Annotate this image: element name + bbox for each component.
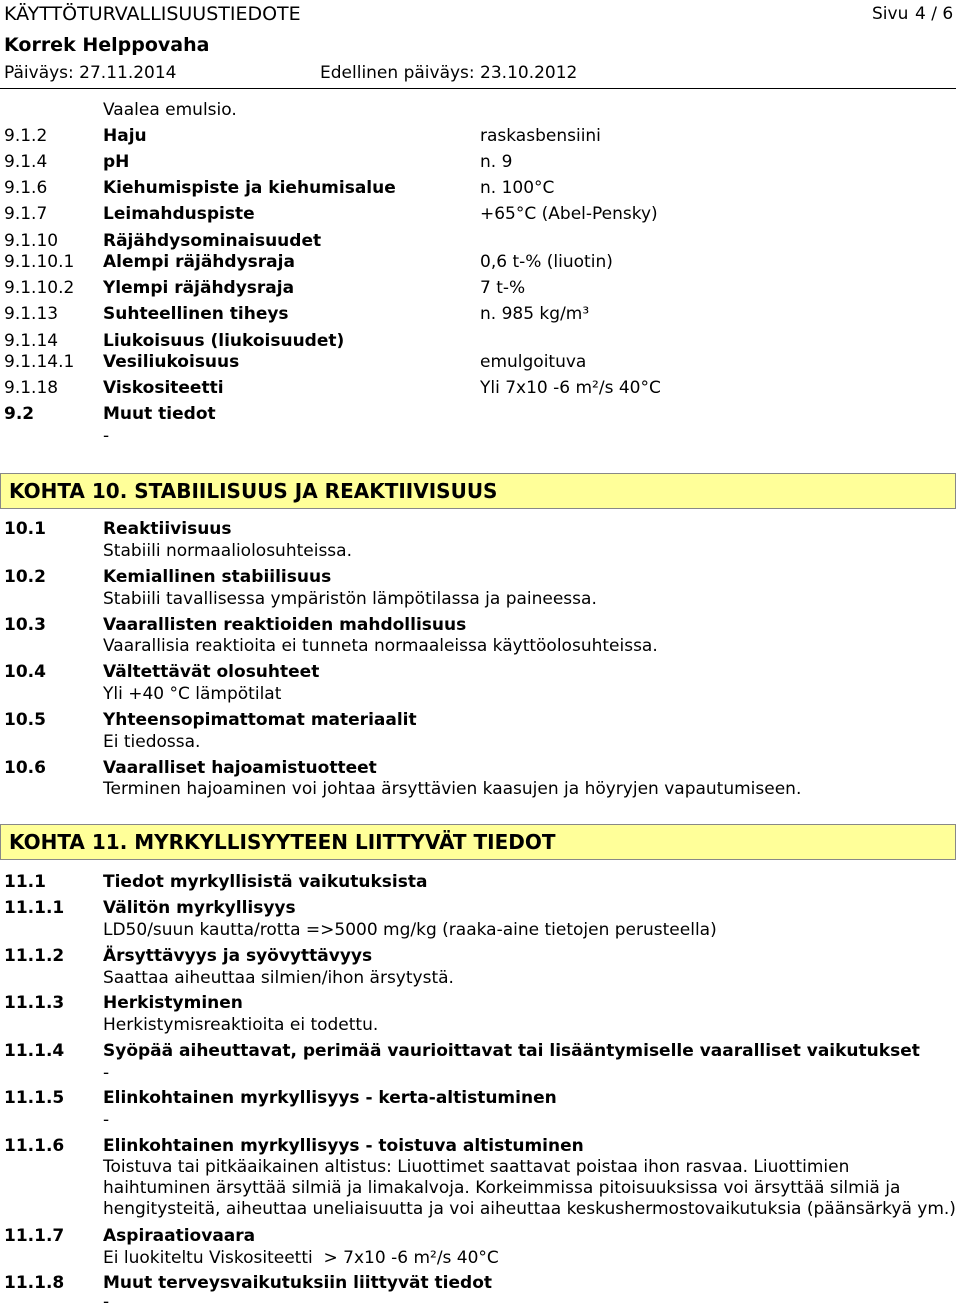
property-number: 9.1.10 [4, 231, 59, 251]
item-label: Yhteensopimattomat materiaalit [103, 710, 417, 730]
item-label: Elinkohtainen myrkyllisyys - toistuva altistuminen [103, 1136, 584, 1156]
item-text: Ei tiedossa. [103, 732, 201, 752]
property-label: Viskositeetti [103, 378, 224, 398]
property-number: 9.1.10.1 [4, 252, 75, 272]
item-number: 11.1.5 [4, 1088, 65, 1108]
other-info-value: - [103, 426, 110, 446]
item-label: Muut terveysvaikutuksiin liittyvät tiedot [103, 1273, 493, 1293]
item-number: 11.1.8 [4, 1273, 65, 1293]
property-value: 0,6 t-% (liuotin) [480, 252, 613, 272]
item-text: - [103, 1292, 110, 1312]
item-label: Vaarallisten reaktioiden mahdollisuus [103, 615, 467, 635]
property-label: Kiehumispiste ja kiehumisalue [103, 178, 396, 198]
property-label: Liukoisuus (liukoisuudet) [103, 331, 345, 351]
item-number: 11.1.4 [4, 1041, 65, 1061]
item-text: Terminen hajoaminen voi johtaa ärsyttävien kaasujen ja höyryjen vapautumiseen. [103, 779, 802, 799]
document-title: KÄYTTÖTURVALLISUUSTIEDOTE [4, 3, 301, 25]
item-label: Herkistyminen [103, 993, 243, 1013]
item-label: Vältettävät olosuhteet [103, 662, 320, 682]
item-label: Välitön myrkyllisyys [103, 898, 296, 918]
item-label: Kemiallinen stabiilisuus [103, 567, 332, 587]
item-number: 10.5 [4, 710, 46, 730]
property-label: Vesiliukoisuus [103, 352, 240, 372]
item-number: 11.1.2 [4, 946, 65, 966]
item-text: Stabiili tavallisessa ympäristön lämpötilassa ja paineessa. [103, 589, 597, 609]
appearance-value: Vaalea emulsio. [103, 100, 237, 120]
item-number: 11.1.7 [4, 1226, 65, 1246]
property-number: 9.2 [4, 404, 35, 424]
item-text: - [103, 1063, 110, 1083]
item-text: LD50/suun kautta/rotta =>5000 mg/kg (raaka-aine tietojen perusteella) [103, 920, 717, 940]
item-text: Toistuva tai pitkäaikainen altistus: Liuottimet saattavat poistaa ihon rasvaa. Liuottimien haihtuminen ärsyttää silmiä ja limakalvoja. Korkeimmissa pitoisuuksissa voi ärsyttää silmiä ja hengitysteitä, aiheuttaa uneliaisuutta ja voi aiheuttaa keskushermostovaikutuksia (päänsärkyä ym.) [103, 1157, 956, 1219]
property-number: 9.1.2 [4, 126, 48, 146]
property-value: emulgoituva [480, 352, 587, 372]
page-number: 4 / 6 [915, 4, 954, 24]
item-label: Elinkohtainen myrkyllisyys - kerta-altistuminen [103, 1088, 557, 1108]
item-label: Reaktiivisuus [103, 519, 232, 539]
property-number: 9.1.14.1 [4, 352, 75, 372]
property-label: Räjähdysominaisuudet [103, 231, 322, 251]
property-label: Haju [103, 126, 147, 146]
property-value: +65°C (Abel-Pensky) [480, 204, 658, 224]
item-number: 10.2 [4, 567, 46, 587]
property-label: Ylempi räjähdysraja [103, 278, 295, 298]
property-number: 9.1.13 [4, 304, 59, 324]
property-value: raskasbensiini [480, 126, 601, 146]
property-value: 7 t-% [480, 278, 526, 298]
property-number: 9.1.18 [4, 378, 59, 398]
item-number: 10.1 [4, 519, 46, 539]
property-label: pH [103, 152, 130, 172]
property-label: Leimahduspiste [103, 204, 255, 224]
property-number: 9.1.6 [4, 178, 48, 198]
item-text: Saattaa aiheuttaa silmien/ihon ärsytystä. [103, 968, 454, 988]
item-number: 10.4 [4, 662, 46, 682]
property-number: 9.1.10.2 [4, 278, 75, 298]
item-number: 11.1.3 [4, 993, 65, 1013]
previous-date: Edellinen päiväys: 23.10.2012 [320, 63, 578, 83]
section-11-title: KOHTA 11. MYRKYLLISYYTEEN LIITTYVÄT TIEDOT [9, 830, 556, 854]
item-number: 11.1.1 [4, 898, 65, 918]
property-value: n. 100°C [480, 178, 555, 198]
section-10-title: KOHTA 10. STABIILISUUS JA REAKTIIVISUUS [9, 479, 498, 503]
section-10-header [0, 473, 956, 509]
item-label: Aspiraatiovaara [103, 1226, 256, 1246]
section-11-header [0, 824, 956, 860]
item-text: Herkistymisreaktioita ei todettu. [103, 1015, 379, 1035]
page-label: Sivu [872, 4, 909, 24]
item-text: Ei luokiteltu Viskositeetti > 7x10 -6 m²/s 40°C [103, 1248, 499, 1268]
property-label: Suhteellinen tiheys [103, 304, 289, 324]
header-divider [0, 88, 956, 89]
property-number: 9.1.4 [4, 152, 48, 172]
property-value: Yli 7x10 -6 m²/s 40°C [480, 378, 661, 398]
item-number: 11.1.6 [4, 1136, 65, 1156]
property-number: 9.1.7 [4, 204, 48, 224]
item-label: Ärsyttävyys ja syövyttävyys [103, 946, 373, 966]
item-number: 11.1 [4, 872, 46, 892]
item-text: Stabiili normaaliolosuhteissa. [103, 541, 352, 561]
document-date: Päiväys: 27.11.2014 [4, 63, 177, 83]
property-label: Alempi räjähdysraja [103, 252, 295, 272]
property-value: n. 985 kg/m³ [480, 304, 590, 324]
item-number: 10.3 [4, 615, 46, 635]
item-text: Yli +40 °C lämpötilat [103, 684, 282, 704]
item-label: Tiedot myrkyllisistä vaikutuksista [103, 872, 428, 892]
product-name: Korrek Helppovaha [4, 34, 210, 56]
item-text: Vaarallisia reaktioita ei tunneta normaaleissa käyttöolosuhteissa. [103, 636, 658, 656]
item-text: - [103, 1110, 110, 1130]
property-value: n. 9 [480, 152, 513, 172]
item-number: 10.6 [4, 758, 46, 778]
property-label: Muut tiedot [103, 404, 216, 424]
item-label: Vaaralliset hajoamistuotteet [103, 758, 377, 778]
item-label: Syöpää aiheuttavat, perimää vaurioittavat tai lisääntymiselle vaaralliset vaikutukset [103, 1041, 920, 1061]
property-number: 9.1.14 [4, 331, 59, 351]
